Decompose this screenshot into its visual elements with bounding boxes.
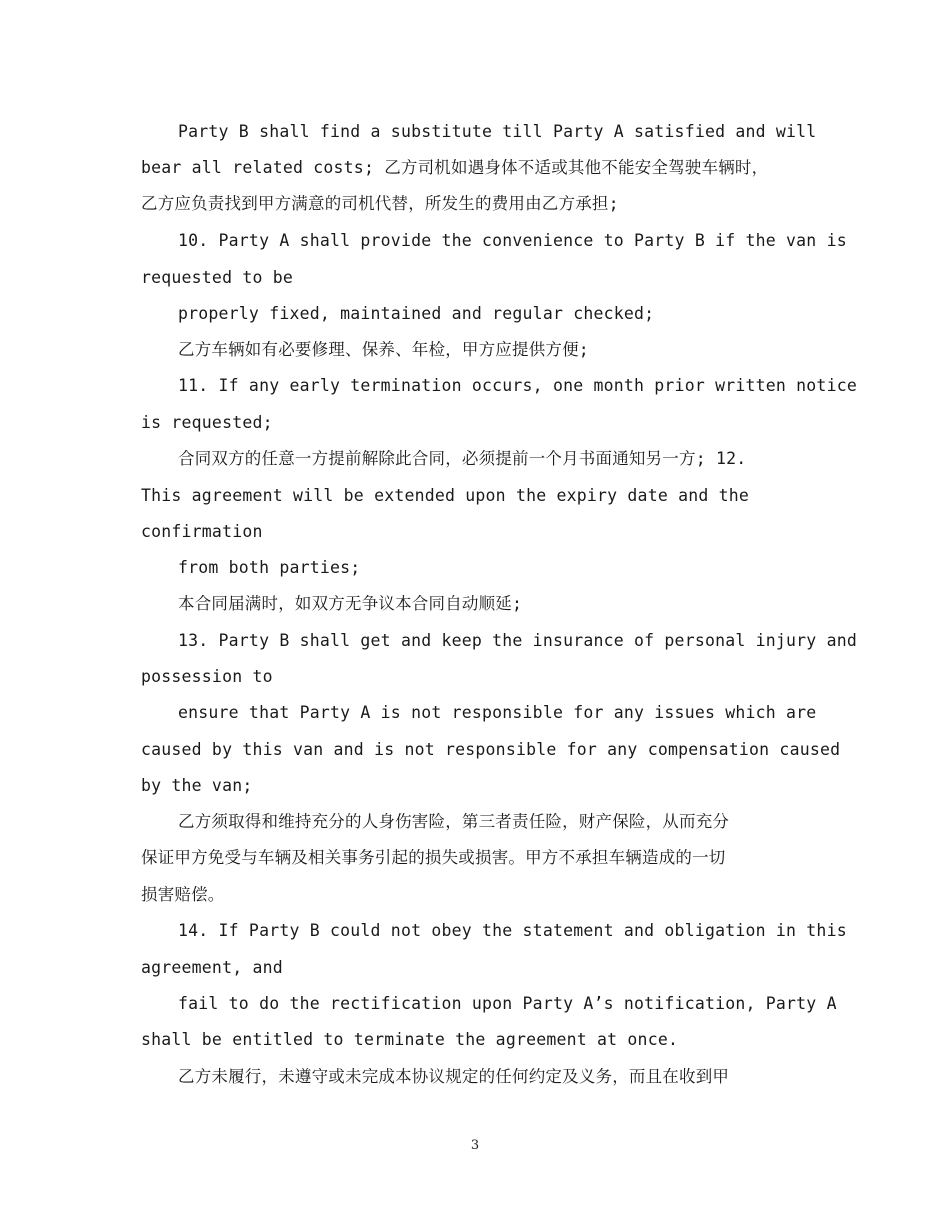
text-line: 10. Party A shall provide the convenience to Party B if the van is (178, 231, 847, 250)
text-line: shall be entitled to terminate the agreement at once. (141, 1030, 679, 1049)
text-line: 乙方未履行，未遵守或未完成本协议规定的任何约定及义务，而且在收到甲 (178, 1067, 730, 1086)
text-line: 13. Party B shall get and keep the insurance of personal injury and (178, 631, 857, 650)
text-line: 本合同届满时，如双方无争议本合同自动顺延; (178, 594, 523, 613)
text-line: 保证甲方免受与车辆及相关事务引起的损失或损害。甲方不承担车辆造成的一切 (141, 848, 726, 867)
text-line: bear all related costs; 乙方司机如遇身体不适或其他不能安全驾驶车辆时， (141, 158, 769, 177)
text-line: 损害赔偿。 (141, 885, 225, 904)
text-line: possession to (141, 667, 273, 686)
text-line: from both parties; (178, 558, 361, 577)
text-line: agreement, and (141, 958, 283, 977)
text-line: ensure that Party A is not responsible for any issues which are (178, 703, 817, 722)
text-line: confirmation (141, 522, 263, 541)
text-line: requested to be (141, 268, 294, 287)
text-line: 合同双方的任意一方提前解除此合同，必须提前一个月书面通知另一方; 12. (178, 449, 747, 468)
text-line: 乙方须取得和维持充分的人身伤害险，第三者责任险，财产保险，从而充分 (178, 812, 730, 831)
text-line: Party B shall find a substitute till Party A satisfied and will (178, 122, 817, 141)
text-line: 乙方应负责找到甲方满意的司机代替，所发生的费用由乙方承担; (141, 194, 619, 213)
text-line: This agreement will be extended upon the expiry date and the (141, 486, 750, 505)
text-line: is requested; (141, 413, 273, 432)
text-line: properly fixed, maintained and regular checked; (178, 304, 655, 323)
text-line: fail to do the rectification upon Party A’s notification, Party A (178, 994, 837, 1013)
text-line: 乙方车辆如有必要修理、保养、年检，甲方应提供方便; (178, 340, 589, 359)
text-line: 11. If any early termination occurs, one month prior written notice (178, 376, 857, 395)
text-line: 14. If Party B could not obey the statement and obligation in this (178, 921, 847, 940)
text-line: by the van; (141, 776, 253, 795)
page-number: 3 (470, 1138, 480, 1153)
text-line: caused by this van and is not responsible for any compensation caused (141, 740, 841, 759)
